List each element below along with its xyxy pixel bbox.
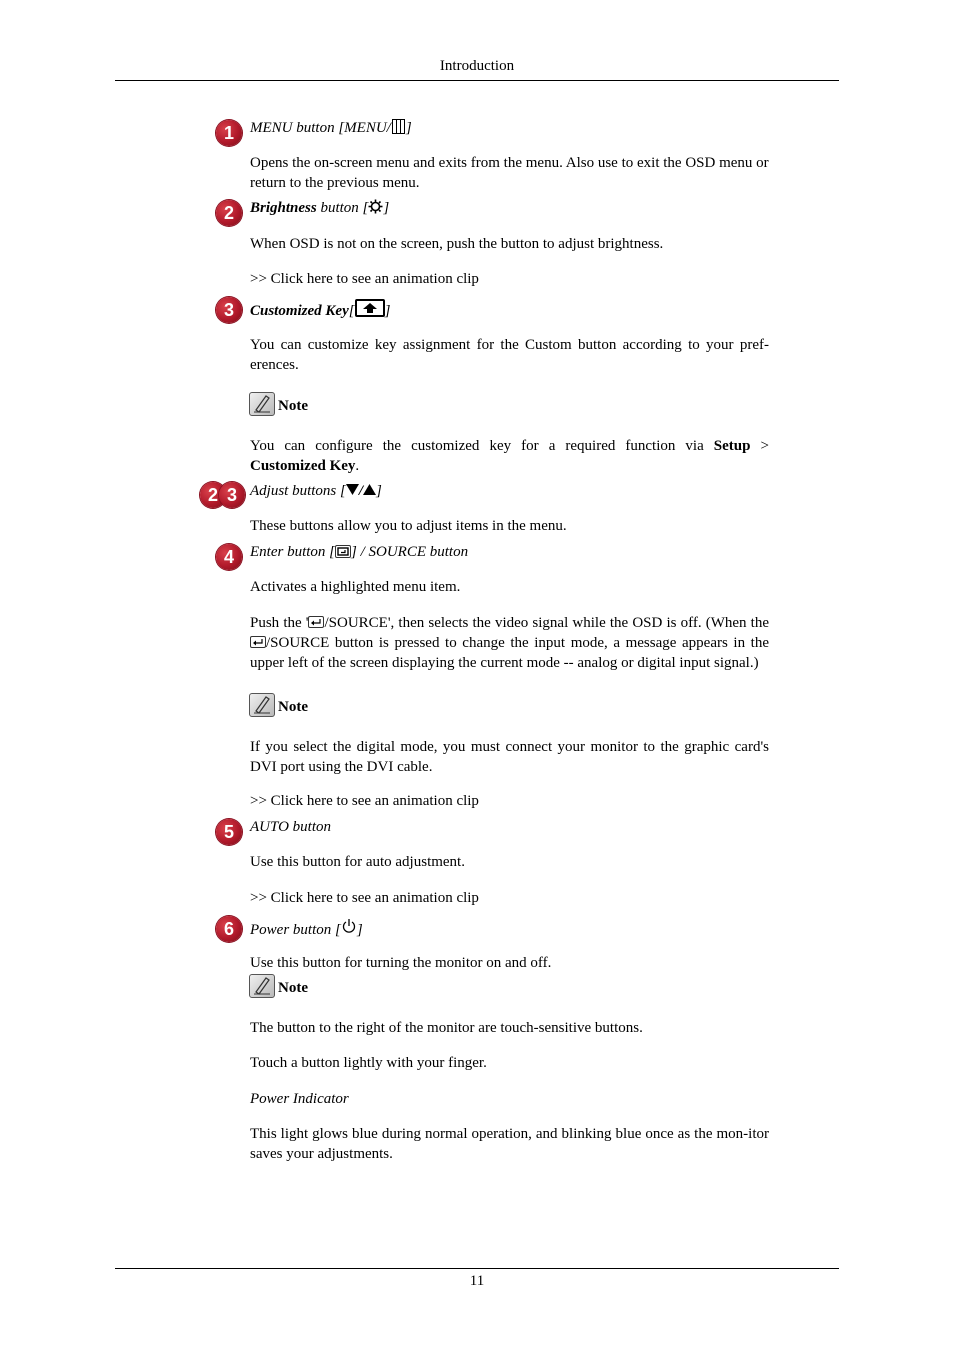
- adjust-description: These buttons allow you to adjust items in the menu.: [250, 518, 567, 534]
- brightness-heading-bold: Brightness: [250, 200, 317, 216]
- enter-description: Activates a highlighted menu item.: [250, 579, 461, 595]
- menu-description: Opens the on-screen menu and exits from the menu. Also use to exit the OSD menu or return to the previous menu.: [250, 155, 769, 191]
- customized-key-open: [: [348, 303, 355, 319]
- note-icon: [249, 392, 275, 416]
- power-icon: [341, 918, 357, 934]
- enter-push-3: /SOURCE button is pressed to change the input mode, a message appears in the upper left of the screen displaying the current mode -- analog or digital input signal.): [250, 635, 769, 671]
- enter-key-icon: [335, 545, 351, 558]
- auto-button-heading: AUTO button: [250, 819, 331, 835]
- brightness-heading-close: ]: [383, 200, 390, 216]
- adjust-buttons-heading: [250, 481, 382, 501]
- note-icon: [249, 693, 275, 717]
- power-note-text-1: The button to the right of the monitor are touch-sensitive buttons.: [250, 1020, 643, 1036]
- enter-heading-text: Enter button [: [250, 544, 335, 560]
- adjust-heading-sep: /: [358, 483, 364, 499]
- customized-key-note-customized-key: Customized Key: [250, 458, 356, 474]
- power-heading-close: ]: [356, 922, 363, 938]
- customized-key-heading-text: Customized Key: [250, 303, 349, 319]
- adjust-heading-text: Adjust buttons [: [250, 483, 346, 499]
- page-number: 11: [469, 1273, 485, 1289]
- brightness-button-heading: [250, 198, 389, 218]
- power-indicator-description: This light glows blue during normal operation, and blinking blue once as the mon-itor saves your adjustments.: [250, 1126, 769, 1162]
- menu-grid-icon: [392, 119, 405, 134]
- brightness-description: When OSD is not on the screen, push the button to adjust brightness.: [250, 236, 664, 252]
- enter-push-2: /SOURCE', then selects the video signal while the OSD is off. (When the: [324, 615, 769, 631]
- customized-key-note: [249, 392, 308, 416]
- header-rule: [115, 80, 839, 81]
- note-label: Note: [278, 398, 308, 414]
- brightness-gear-icon: [368, 199, 383, 214]
- customized-key-close: ]: [384, 303, 391, 319]
- power-indicator-heading: Power Indicator: [250, 1091, 349, 1107]
- note-icon: [249, 974, 275, 998]
- note-label: Note: [278, 980, 308, 996]
- power-description: Use this button for turning the monitor on and off.: [250, 955, 552, 971]
- page-header-title: Introduction: [439, 58, 515, 74]
- auto-animation-link[interactable]: >> Click here to see an animation clip: [250, 890, 479, 906]
- menu-heading-text: MENU button [MENU/: [250, 120, 391, 136]
- customized-key-heading: [250, 299, 390, 321]
- badge-4: 4: [216, 544, 242, 570]
- customized-key-description: You can customize key assignment for the Custom button according to your pref-erences.: [250, 337, 769, 373]
- badge-5: 5: [216, 819, 242, 845]
- customized-key-note-setup: Setup: [713, 438, 751, 454]
- enter-heading-suffix: ] / SOURCE button: [351, 544, 469, 560]
- customized-key-note-text: [250, 436, 769, 476]
- customized-key-icon: [355, 299, 385, 317]
- badge-6: 6: [216, 916, 242, 942]
- customized-key-note-sep: >: [750, 438, 769, 454]
- menu-button-heading: [250, 118, 412, 138]
- badge-adjust-3: 3: [219, 482, 245, 508]
- enter-note-text: If you select the digital mode, you must connect your monitor to the graphic card's DVI port using the DVI cable.: [250, 739, 769, 775]
- badge-1: 1: [216, 120, 242, 146]
- enter-animation-link[interactable]: >> Click here to see an animation clip: [250, 793, 479, 809]
- menu-heading-close: ]: [405, 120, 412, 136]
- enter-push-1: Push the ': [250, 615, 309, 631]
- enter-source-description: [250, 613, 769, 673]
- return-arrow-icon: [308, 616, 324, 628]
- enter-note: [249, 693, 308, 717]
- enter-button-heading: [250, 542, 468, 562]
- power-note-text-2: Touch a button lightly with your finger.: [250, 1055, 487, 1071]
- brightness-heading-rest: button [: [316, 200, 369, 216]
- badge-3: 3: [216, 297, 242, 323]
- customized-key-note-end: .: [355, 458, 360, 474]
- footer-rule: [115, 1268, 839, 1269]
- adjust-heading-close: ]: [376, 483, 382, 499]
- up-triangle-icon: [363, 482, 376, 495]
- badge-adjust-2: 2: [200, 482, 226, 508]
- power-heading-text: Power button [: [250, 922, 341, 938]
- power-note: [249, 974, 308, 998]
- customized-key-note-text-1: You can configure the customized key for a required function via: [250, 438, 714, 454]
- down-triangle-icon: [346, 482, 359, 495]
- return-arrow-icon-2: [250, 636, 266, 648]
- badge-2: 2: [216, 200, 242, 226]
- auto-description: Use this button for auto adjustment.: [250, 854, 465, 870]
- brightness-animation-link[interactable]: >> Click here to see an animation clip: [250, 271, 479, 287]
- note-label: Note: [278, 699, 308, 715]
- power-button-heading: [250, 918, 363, 940]
